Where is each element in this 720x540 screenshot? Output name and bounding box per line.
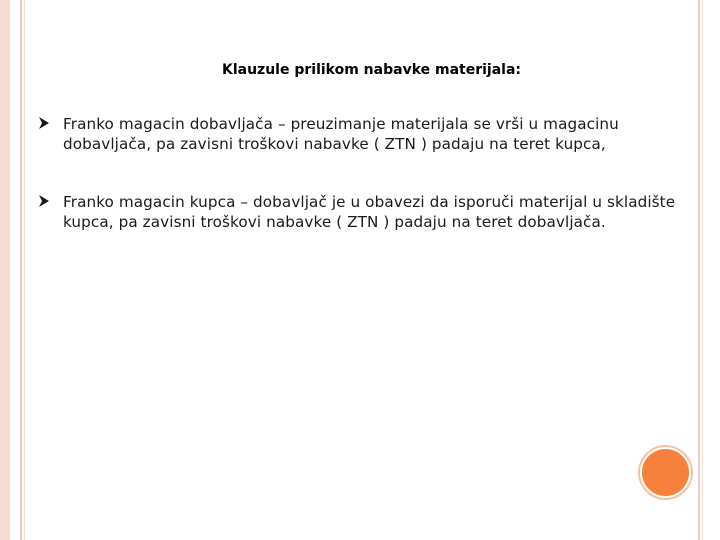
arrowhead-bullet-icon [38,116,50,130]
orange-circle-decoration [640,447,691,498]
frame-line-left-inner [24,0,25,540]
left-decor-stripe [0,0,10,540]
frame-line-left [20,0,22,540]
bullet-line: kupca, pa zavisni troškovi nabavke ( ZTN ) padaju na teret dobavljača. [63,213,606,231]
bullet-text [63,114,683,154]
bullet-text [63,192,683,232]
frame-line-right-outer [702,0,703,540]
bullet-line: Franko magacin kupca – dobavljač je u obavezi da isporuči materijal u skladište [63,193,676,211]
arrowhead-bullet-icon [38,194,50,208]
frame-line-right [698,0,700,540]
bullet-line: Franko magacin dobavljača – preuzimanje materijala se vrši u magacinu [63,115,619,133]
slide-title: Klauzule prilikom nabavke materijala: [222,62,522,78]
bullet-line: dobavljača, pa zavisni troškovi nabavke ( ZTN ) padaju na teret kupca, [63,135,606,153]
